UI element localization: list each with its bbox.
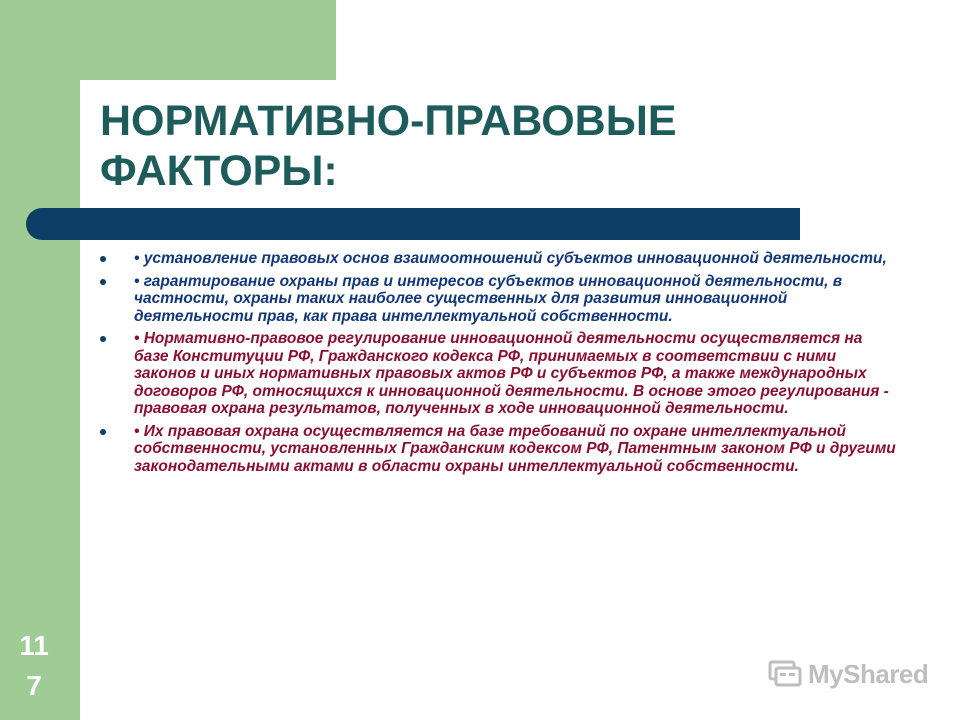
myshared-logo-icon [768, 659, 802, 689]
bullet-item-3 [100, 330, 900, 418]
bullet-dot-icon [100, 336, 106, 342]
bullet-text-1: • установление правовых основ взаимоотношений субъектов инновационной деятельности, [134, 250, 887, 267]
bullet-text-4: • Их правовая охрана осуществляется на базе требований по охране интеллектуальной собственности, установленных Гражданским кодексом РФ, Патентным законом РФ и другими законодательными актами в области охраны интеллектуальной собственности. [134, 422, 896, 475]
watermark-text: MyShared [808, 658, 929, 689]
top-green-corner [80, 0, 336, 80]
bullet-dot-icon [100, 279, 106, 285]
bullet-item-4 [100, 423, 900, 476]
bullet-dot-icon [100, 429, 106, 435]
title-line-1: НОРМАТИВНО-ПРАВОВЫЕ [100, 97, 677, 145]
left-green-strip [0, 0, 80, 720]
bullet-item-2 [100, 273, 900, 326]
bullet-text-3: • Нормативно-правовое регулирование инновационной деятельности осуществляется на базе Конституции РФ, Гражданского кодекса РФ, принимаемых в соответствии с ними законов и иных нормативных правовых актов РФ и субъектов РФ, а также международных договоров РФ, относящихся к инновационной деятельности. В основе этого регулирования - правовая охрана результатов, полученных в ходе инновационной деятельности. [134, 330, 889, 417]
bullet-text-2: • гарантирование охраны прав и интересов субъектов инновационной деятельности, в частности, охраны таких наиболее существенных для развития инновационной деятельности прав, как права интеллектуальной собственности. [134, 272, 843, 325]
myshared-watermark [768, 656, 928, 692]
bullet-item-1 [100, 250, 900, 268]
title-line-2: ФАКТОРЫ: [100, 147, 338, 195]
title-divider-bar [26, 208, 800, 240]
slide-title [100, 96, 800, 196]
slide-number: 117 [19, 630, 49, 701]
bullet-list [100, 250, 900, 480]
bullet-dot-icon [100, 256, 106, 262]
